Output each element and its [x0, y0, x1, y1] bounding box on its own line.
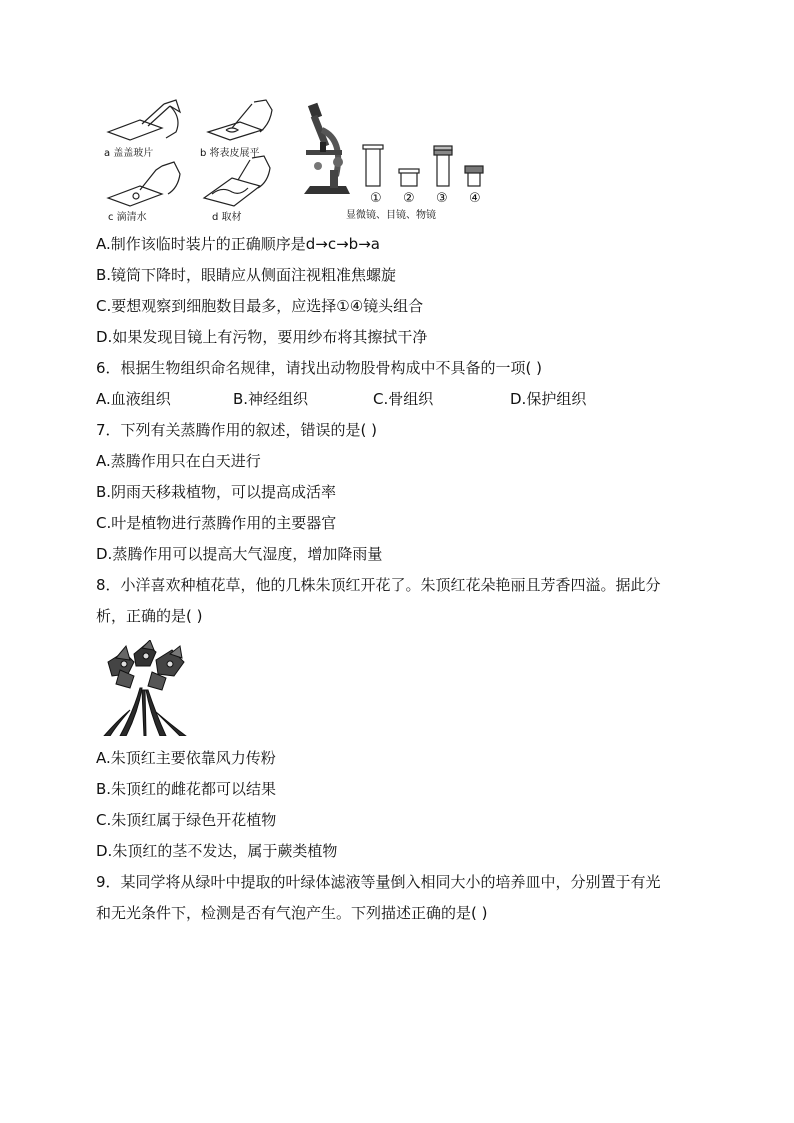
slide-prep-figure: [100, 98, 280, 226]
q6-option-a: A.血液组织: [96, 390, 171, 408]
q6-stem: 6．根据生物组织命名规律，请找出动物股骨构成中不具备的一项( ): [96, 359, 543, 377]
q8-stem-line2: 析，正确的是( ): [96, 607, 203, 625]
step-a-label: a 盖盖玻片: [104, 148, 154, 159]
q7-option-c: C.叶是植物进行蒸腾作用的主要器官: [96, 514, 337, 532]
step-d-label: d 取材: [212, 212, 242, 223]
q7-stem: 7．下列有关蒸腾作用的叙述，错误的是( ): [96, 421, 378, 439]
q7-option-b: B.阴雨天移栽植物，可以提高成活率: [96, 483, 337, 501]
step-c-label: c 滴清水: [108, 212, 147, 223]
q6-options: [96, 389, 586, 409]
q6-option-b: B.神经组织: [233, 390, 309, 408]
q9-stem-line2: 和无光条件下，检测是否有气泡产生。下列描述正确的是( ): [96, 904, 488, 922]
q8-option-a: A.朱顶红主要依靠风力传粉: [96, 749, 276, 767]
step-b-label: b 将表皮展平: [200, 148, 260, 159]
lenses-figure: [360, 142, 490, 190]
q5-option-c: C.要想观察到细胞数目最多，应选择①④镜头组合: [96, 297, 424, 315]
q7-option-d: D.蒸腾作用可以提高大气湿度，增加降雨量: [96, 545, 383, 563]
q5-option-a: A.制作该临时装片的正确顺序是d→c→b→a: [96, 235, 380, 253]
q8-option-b: B.朱顶红的雌花都可以结果: [96, 780, 277, 798]
q6-option-d: D.保护组织: [510, 390, 587, 408]
lens-number-2: ②: [403, 191, 415, 206]
amaryllis-flower-figure: [100, 640, 188, 736]
lens-caption: 显微镜、目镜、物镜: [346, 210, 436, 221]
microscope-figure: [296, 100, 352, 198]
lens-number-3: ③: [436, 191, 448, 206]
q5-option-b: B.镜筒下降时，眼睛应从侧面注视粗准焦螺旋: [96, 266, 397, 284]
q8-stem-line1: 8．小洋喜欢种植花草，他的几株朱顶红开花了。朱顶红花朵艳丽且芳香四溢。据此分: [96, 576, 661, 594]
q6-option-c: C.骨组织: [373, 390, 434, 408]
q5-option-d: D.如果发现目镜上有污物，要用纱布将其擦拭干净: [96, 328, 428, 346]
lens-number-4: ④: [469, 191, 481, 206]
q8-option-c: C.朱顶红属于绿色开花植物: [96, 811, 277, 829]
lens-number-1: ①: [370, 191, 382, 206]
q7-option-a: A.蒸腾作用只在白天进行: [96, 452, 261, 470]
q9-stem-line1: 9．某同学将从绿叶中提取的叶绿体滤液等量倒入相同大小的培养皿中，分别置于有光: [96, 873, 661, 891]
q8-option-d: D.朱顶红的茎不发达，属于蕨类植物: [96, 842, 338, 860]
